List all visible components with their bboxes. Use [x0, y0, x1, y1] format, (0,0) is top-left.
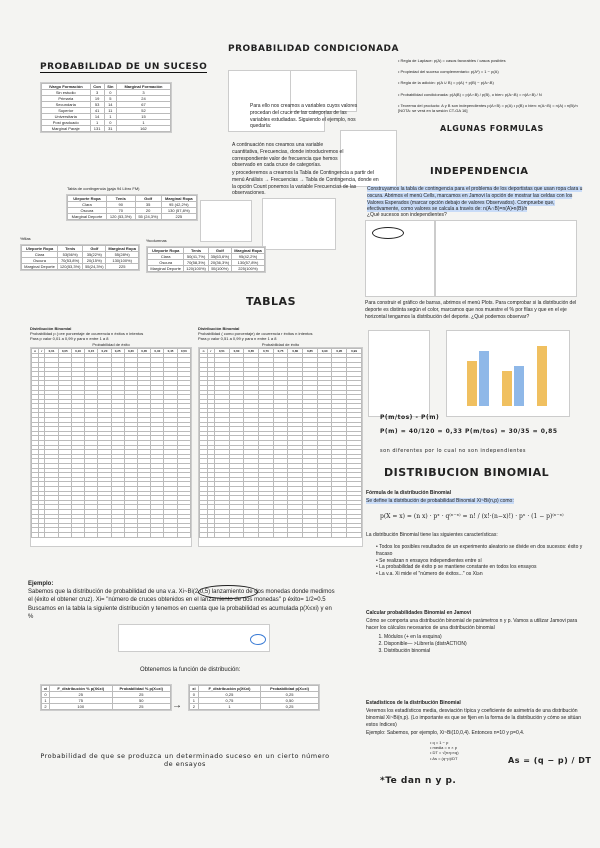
filas-cell: Oscura [22, 258, 58, 264]
binomial-block2-line1: Probabilidad ( como porcentaje) de ocurrencia r éxitos n intentos [198, 331, 313, 337]
binom1-header: 0,15 [85, 348, 98, 353]
binom1-cell [164, 532, 177, 537]
filas-cell: 55(24,3%) [83, 264, 106, 270]
jamovi-step: 3. Distribución binomial [384, 648, 584, 655]
contingencia-header: Golf [135, 196, 161, 202]
suceso-cell: 1 [104, 114, 116, 120]
contingencia-cell: 90 [106, 202, 135, 208]
condicionada-text: Para ello nos creamos a variables cuyos valores procedan del cruce de las categorías de las variables estudiadas. Siguiendo el ejemplo, nos quedaría: [250, 103, 358, 130]
binom1-header: r [39, 348, 45, 353]
binom1-header: 0,45 [164, 348, 177, 353]
title-prob-suceso: PROBABILIDAD DE UN SUCESO [40, 62, 208, 72]
suceso-cell: 52 [116, 108, 170, 114]
binom1-header: 0,20 [98, 348, 111, 353]
suceso-cell: 41 [90, 108, 104, 114]
binomial-table1 [30, 347, 192, 547]
suceso-cell: 0 [104, 90, 116, 96]
binomial-block2 [198, 326, 363, 547]
binomial-block2-line2: Para p valor 0,51 a 0,99 y para n entre 1 a 8 [198, 336, 277, 342]
estadisticos-text: Veremos los estadísticos media, desviación típica y coeficiente de asimetría de una distribución binomial Xi~Bi(n,p). (Lo importante es que se fijen en la forma de la distribución y cómo se sitúan estos índices) [366, 708, 581, 728]
columnas-table [147, 247, 265, 272]
caracteristica-item: • La v.a. Xi mide el "número de éxitos..." os Xi≥n [376, 571, 586, 578]
binom1-header: 0,05 [58, 348, 71, 353]
hand-as: As = (q − p) / DT [508, 756, 592, 765]
binom2-cell [303, 532, 318, 537]
suceso-cell: 11 [104, 108, 116, 114]
binomial-block2-title: Distribución Binomial [198, 326, 240, 331]
filas-header: Golf [83, 246, 106, 252]
formula-item: • Regla de la adición: p(A ∪ B) = p(A) + p(B) − p(A∩B) [398, 80, 494, 86]
binom2-cell [229, 532, 244, 537]
binom1-cell [45, 532, 58, 537]
binom2-cell [347, 532, 362, 537]
filas-cell: 225 [106, 264, 139, 270]
suceso-cell: 1 [116, 120, 170, 126]
columnas-cell: 130(57,8%) [231, 260, 264, 266]
columnas-cell: 70(58,3%) [184, 260, 208, 266]
jamovi-title: Calcular probabilidades Binomial en Jamovi [366, 610, 472, 616]
suceso-cell: Marginal Paraje [42, 126, 91, 132]
suceso-header: Con [90, 84, 104, 90]
binom1-header: 0,40 [151, 348, 164, 353]
formula-item: • Propiedad del suceso complementario: p(Aᶜ) = 1 − p(A) [398, 69, 499, 75]
jamovi-text: Cómo se comporta una distribución binomial de parámetros n y p. Vamos a utilizar Jamovi para hacer los cálculos necesarios de una distribución binomial [366, 618, 578, 631]
fd2-cell: 0,25 [261, 704, 319, 710]
binomial-table2-grid [199, 348, 362, 538]
fd1-cell: 25 [112, 704, 171, 710]
hand-eq2: P(m) = 40/120 = 0,33 P(m/tos) = 30/35 = 0,85 [380, 428, 558, 435]
binom2-header: r [208, 348, 215, 353]
binomial-block1-caption: Probabilidad de éxito [92, 341, 130, 347]
formula-eq: p(X = x) = (n x) · pˣ · q⁽ⁿ⁻ˣ⁾ = n! / (x!·(n−x)!) · pˣ · (1 − p)⁽ⁿ⁻ˣ⁾ [380, 513, 564, 520]
suceso-cell: 0 [104, 120, 116, 126]
filas-cell: 53(56%) [58, 252, 83, 258]
filas-cell: 20(15%) [83, 258, 106, 264]
suceso-cell: 5 [104, 96, 116, 102]
arrow-icon: → [172, 700, 182, 711]
title-formulas: ALGUNAS FORMULAS [440, 124, 544, 133]
suceso-cell: 15 [116, 114, 170, 120]
binom1-header: 0,35 [138, 348, 151, 353]
binom2-header: 0,95 [332, 348, 347, 353]
binom1-cell [111, 532, 124, 537]
formula-hl-wrap [366, 498, 514, 505]
caracteristica-item: • La probabilidad de éxito p se mantiene constante en todos los ensayos [376, 564, 586, 571]
suceso-cell: 162 [116, 126, 170, 132]
hand-eq1: P(m/tos) - P(m) [380, 414, 440, 421]
filas-header: Uleporte Ropa [22, 246, 58, 252]
columnas-cell: 225(100%) [231, 266, 264, 272]
ejemplo-table-crop [118, 624, 270, 652]
fd1-cell: 75 [49, 698, 112, 704]
binomial-table2 [198, 347, 363, 547]
binom1-cell [71, 532, 84, 537]
estad-item: • DT = √(n×p×q) [430, 750, 459, 756]
columnas-cell: Oscura [148, 260, 184, 266]
ejemplo-text: Sabemos que la distribución de probabilidad de una v.a. Xi~Bi(2,0,5) lanzamiento de dos monedas donde medimos el (éxito el obtener cruz). Xi= "número de cruces obtenidos en el lanzamiento de dos monedas" p éxito= 1/2=0.5 Buscamos en la tabla la siguiente distribución y tenemos en cuenta que la probabilidad es acumulada p(X≤xi) y en % [28, 589, 335, 621]
filas-label: %filas [20, 236, 31, 241]
suceso-cell: 67 [116, 102, 170, 108]
fd2-header: F_distribución p(X≤xi) [198, 686, 260, 692]
fd-table1-wrap [40, 684, 172, 711]
contingencia-cell: 55 (24,3%) [135, 214, 161, 220]
formula-hl: Se define la distribución de probabilidad Binomial Xi~Bi(n,p) como: [366, 498, 514, 504]
columnas-cell: 120(100%) [184, 266, 208, 272]
bar-chart-svg [447, 331, 569, 416]
contingencia-cell: 35 [135, 202, 161, 208]
suceso-cell: 3 [90, 90, 104, 96]
binom1-header: 0,01 [45, 348, 58, 353]
condicionada-text2: A continuación nos creamos una variable cuantitativa, Frecuencias, donde introduciremos el correspondiente valor de frecuencia que hemos observado en cada cruce de categorías. [232, 142, 344, 169]
fd1-row [42, 704, 171, 710]
fd2-cell: 0,25 [261, 692, 319, 698]
binom1-header: 0,30 [124, 348, 137, 353]
binom1-cell [98, 532, 111, 537]
contingencia-row [68, 214, 197, 220]
caracteristica-item: • Se realizan n ensayos independientes entre sí [376, 558, 586, 565]
binom2-cell [273, 532, 288, 537]
ejemplo-circle [198, 585, 258, 599]
fd-table1 [41, 685, 171, 710]
hand-eq3: son diferentes por lo cual no son independientes [380, 448, 527, 454]
crop-circle [250, 634, 266, 645]
binom1-cell [85, 532, 98, 537]
binom2-header: 0,85 [303, 348, 318, 353]
binom1-header: 0,50 [177, 348, 190, 353]
contingencia-cell: Marginal Deporte [68, 214, 107, 220]
columnas-header: Tenis [184, 248, 208, 254]
contingencia-cell: 20 [135, 208, 161, 214]
suceso-cell: Sin estudio [42, 90, 91, 96]
suceso-cell: 131 [90, 126, 104, 132]
filas-cell: 130(100%) [106, 258, 139, 264]
hand-tedan: *Te dan n y p. [380, 776, 457, 786]
suceso-cell: 1 [90, 120, 104, 126]
caracteristicas-list [376, 544, 586, 578]
bar-chart [446, 330, 570, 417]
binom1-cell [32, 532, 39, 537]
fd2-header: xi [190, 686, 199, 692]
columnas-table-wrap [146, 246, 266, 273]
fd1-cell: 0 [42, 692, 50, 698]
formula-item: • Teorema del producto: A y B son independientes p(A∩B) = p(A) • p(B) o bien: n(A∩B) = n(A) • n(B)/n [NOTA: se verá en la sesión CT-GA 16] [398, 102, 578, 113]
contingencia-cell: 95 (42,2%) [161, 202, 196, 208]
suceso-table [41, 83, 171, 132]
suceso-cell: 19 [90, 96, 104, 102]
suceso-cell: 14 [104, 102, 116, 108]
contingencia-cell: 70 [106, 208, 135, 214]
jamovi-contingency-result [435, 220, 577, 297]
binomial-block1-title: Distribución Binomial [30, 326, 72, 331]
jamovi-step: 2. Disponible— >Librería (distrACTION) [384, 641, 584, 648]
binomial-block2-caption: Probabilidad de éxito [261, 341, 300, 347]
suceso-table-wrap [40, 82, 172, 133]
binom2-header: 0,60 [229, 348, 244, 353]
contingencia-cell: Clara [68, 202, 107, 208]
suceso-header: \Vargo Formación [42, 84, 91, 90]
fd1-header: Probabilidad % p(X=xi) [112, 686, 171, 692]
independencia-paragraph: Construyamos la tabla de contingencia para el problema de los deportistas que usan ropa clara u oscura. Abrimos el menú Cells, marcamos en Jamovi la opción de mostrar las celdas con los Valores Esperados (marcar opción debajo de valores Observados). Compruebe que, efectivamente, como valores se calcula a través de: n(A∩B)=n(A)•n(B)/n [367, 186, 583, 213]
binom1-row [32, 532, 191, 537]
formula-title: Fórmula de la distribución Binomial [366, 490, 452, 496]
bar-3 [502, 371, 512, 406]
binomial-block1 [30, 326, 192, 547]
contingencia-header: Uleporte Ropa [68, 196, 107, 202]
columnas-header: Golf [208, 248, 231, 254]
fd2-header: Probabilidad p(X=xi) [261, 686, 319, 692]
filas-header: Tenis [58, 246, 83, 252]
columnas-cell: Clara [148, 254, 184, 260]
contingencia-table-wrap [66, 194, 198, 221]
fd1-cell: 1 [42, 698, 50, 704]
binom2-header: 0,65 [244, 348, 259, 353]
filas-cell: 70(53,8%) [58, 258, 83, 264]
suceso-header: Marginal Formación [116, 84, 170, 90]
jamovi-contingency-screenshot [262, 198, 336, 250]
fd2-cell: 1 [198, 704, 260, 710]
suceso-cell: Secundaria [42, 102, 91, 108]
suceso-cell: 14 [90, 114, 104, 120]
binom1-header: n [32, 348, 39, 353]
suceso-cell: Post graduado [42, 120, 91, 126]
bar-1 [467, 361, 477, 406]
estad-item: • As = (q−p)/DT [430, 755, 458, 761]
jamovi-steps [370, 634, 584, 654]
title-prob-condicionada: PROBABILIDAD CONDICIONADA [228, 44, 399, 54]
title-independencia: INDEPENDENCIA [430, 166, 529, 177]
fd-table2-wrap [188, 684, 320, 711]
fd2-cell: 0,50 [261, 698, 319, 704]
binom2-cell [214, 532, 229, 537]
binom2-cell [200, 532, 208, 537]
contingencia-label: Tabla de contingencia (gaja 94 Libro FM) [67, 186, 140, 191]
estadisticos-title: Estadísticos de la distribución Binomial [366, 700, 461, 706]
binom2-row [200, 532, 362, 537]
columnas-cell: Marginal Deporte [148, 266, 184, 272]
caracteristicas-intro: La distribución Binomial tiene las siguientes características: [366, 532, 498, 538]
binom1-cell [151, 532, 164, 537]
contingencia-header: Tenis [106, 196, 135, 202]
fd1-cell: 25 [49, 692, 112, 698]
fd2-cell: 0,25 [198, 692, 260, 698]
fd2-cell: 0 [190, 692, 199, 698]
grafico-text: Para construir el gráfico de barras, abrimos el menú Plots. Para comprobar si la distribución del deporte es distinta según el color, marcamos que nos muestre el % por filas y que en el eje horizontal tengamos la distribución del deporte. ¿Qué podemos observar? [365, 300, 577, 320]
formula-item: • Regla de Laplace: p(A) = casos favorables / casos posibles [398, 58, 506, 63]
independencia-text [367, 186, 587, 213]
binom2-cell [288, 532, 303, 537]
filas-cell: 120(53,3%) [58, 264, 83, 270]
columnas-label: %columnas [146, 238, 167, 243]
contingencia-cell: 130 (57,8%) [161, 208, 196, 214]
fd1-cell: 25 [112, 692, 171, 698]
suceso-cell: 3 [116, 90, 170, 96]
jamovi-menu-screenshot [200, 200, 252, 242]
binom1-cell [58, 532, 71, 537]
suceso-cell: Universitaria [42, 114, 91, 120]
binom2-header: 0,75 [273, 348, 288, 353]
binomial-block1-line1: Probabilidad p (=ee porcentaje de ocurrencia n éxitos n intentos [30, 331, 144, 337]
binom2-cell [259, 532, 274, 537]
columnas-cell: 20(36,3%) [208, 260, 231, 266]
fd1-cell: 2 [42, 704, 50, 710]
fd2-cell: 2 [190, 704, 199, 710]
fd2-row [190, 704, 319, 710]
filas-row [22, 264, 139, 270]
title-distribucion: DISTRIBUCION BINOMIAL [384, 466, 550, 479]
contingencia-header: Marginal Ropa [161, 196, 196, 202]
columnas-row [148, 266, 265, 272]
columnas-header: Marginal Ropa [231, 248, 264, 254]
filas-cell: Marginal Deporte [22, 264, 58, 270]
binom2-header: 0,51 [214, 348, 229, 353]
filas-cell: 35(22%) [83, 252, 106, 258]
binom2-header: 0,99 [347, 348, 362, 353]
circle-mark [372, 227, 404, 239]
title-tablas: TABLAS [246, 295, 296, 308]
contingencia-cell: 120 (53,3%) [106, 214, 135, 220]
binom1-cell [124, 532, 137, 537]
ejemplo-title: Ejemplo: [28, 581, 54, 587]
fd1-cell: 50 [112, 698, 171, 704]
binom2-header: 0,90 [317, 348, 332, 353]
condicionada-text3: y procederemos a crearnos la Tabla de Contingencia a partir del menú Análisis → Frecuencias → Tabla de Contingencia, donde en la opción Count ponemos la variable Frecuencias de las observaciones. [232, 170, 379, 197]
jamovi-step: 1. Módulos (+ en la esquina) [384, 634, 584, 641]
bar-4 [514, 366, 524, 406]
contingencia-cell: 225 [161, 214, 196, 220]
hand-prob: Probabilidad de que se produzca un determinado suceso en un cierto número de ensayos [40, 752, 330, 768]
fd1-cell: 100 [49, 704, 112, 710]
contingencia-cell: Oscura [68, 208, 107, 214]
contingencia-table [67, 195, 197, 220]
columnas-cell: 55(100%) [208, 266, 231, 272]
estadisticos-ejemplo: Ejemplo: Sabemos, por ejemplo, Xi~Bi(10,0,4). Entonces n=10 y p=0,4. [366, 730, 525, 736]
suceso-cell: 31 [104, 126, 116, 132]
binom2-cell [332, 532, 347, 537]
binom1-header: 0,10 [71, 348, 84, 353]
suceso-cell: 24 [116, 96, 170, 102]
filas-cell: Clara [22, 252, 58, 258]
caracteristica-item: • Todos los posibles resultados de un experimento aleatorio se divide en dos sucesos: éxito y fracaso [376, 544, 586, 558]
suceso-cell: 53 [90, 102, 104, 108]
binom2-header: 0,70 [259, 348, 274, 353]
estad-list [430, 740, 459, 761]
binom1-cell [138, 532, 151, 537]
bar-5 [537, 346, 547, 406]
columnas-header: Uleporte Ropa [148, 248, 184, 254]
binom2-header: 0,80 [288, 348, 303, 353]
filas-table-wrap [20, 244, 140, 271]
binomial-block1-line2: Para p valor 0,01 a 0,99 y para n entre 1 a 8 [30, 336, 109, 342]
columnas-cell: 50(41,7%) [184, 254, 208, 260]
binom2-header: n [200, 348, 208, 353]
columnas-cell: 95(42,2%) [231, 254, 264, 260]
binom1-cell [177, 532, 190, 537]
bar-2 [479, 351, 489, 406]
suceso-cell: Superior [42, 108, 91, 114]
independencia-question: ¿Qué sucesos son independientes? [367, 212, 447, 218]
obtenemos-text: Obtenemos la función de distribución: [140, 667, 241, 673]
formula-item: • Probabilidad condicionada: p(A|B) = p(A∩B) / p(B), o bien: p(A∩B) = n(A∩B) / N [398, 91, 542, 97]
binomial-table1-grid [31, 348, 191, 538]
jamovi-cells-screenshot [365, 220, 435, 297]
columnas-cell: 35(63,6%) [208, 254, 231, 260]
filas-header: Marginal Ropa [106, 246, 139, 252]
filas-cell: 55(28%) [106, 252, 139, 258]
fd2-cell: 1 [190, 698, 199, 704]
binom2-cell [208, 532, 215, 537]
filas-table [21, 245, 139, 270]
binom2-cell [244, 532, 259, 537]
suceso-row [42, 126, 171, 132]
fd-table2 [189, 685, 319, 710]
jamovi-plots-screenshot [368, 330, 430, 417]
fd2-cell: 0,75 [198, 698, 260, 704]
binom2-cell [317, 532, 332, 537]
suceso-cell: Primaria [42, 96, 91, 102]
estad-item: • q = 1 − p [430, 740, 449, 745]
suceso-header: Sin [104, 84, 116, 90]
binom1-header: 0,25 [111, 348, 124, 353]
formulas-list [398, 58, 578, 119]
fd1-header: xi [42, 686, 50, 692]
fd1-header: F_distribución % p(X≤xi) [49, 686, 112, 692]
estad-item: • media = n × p [430, 745, 457, 751]
